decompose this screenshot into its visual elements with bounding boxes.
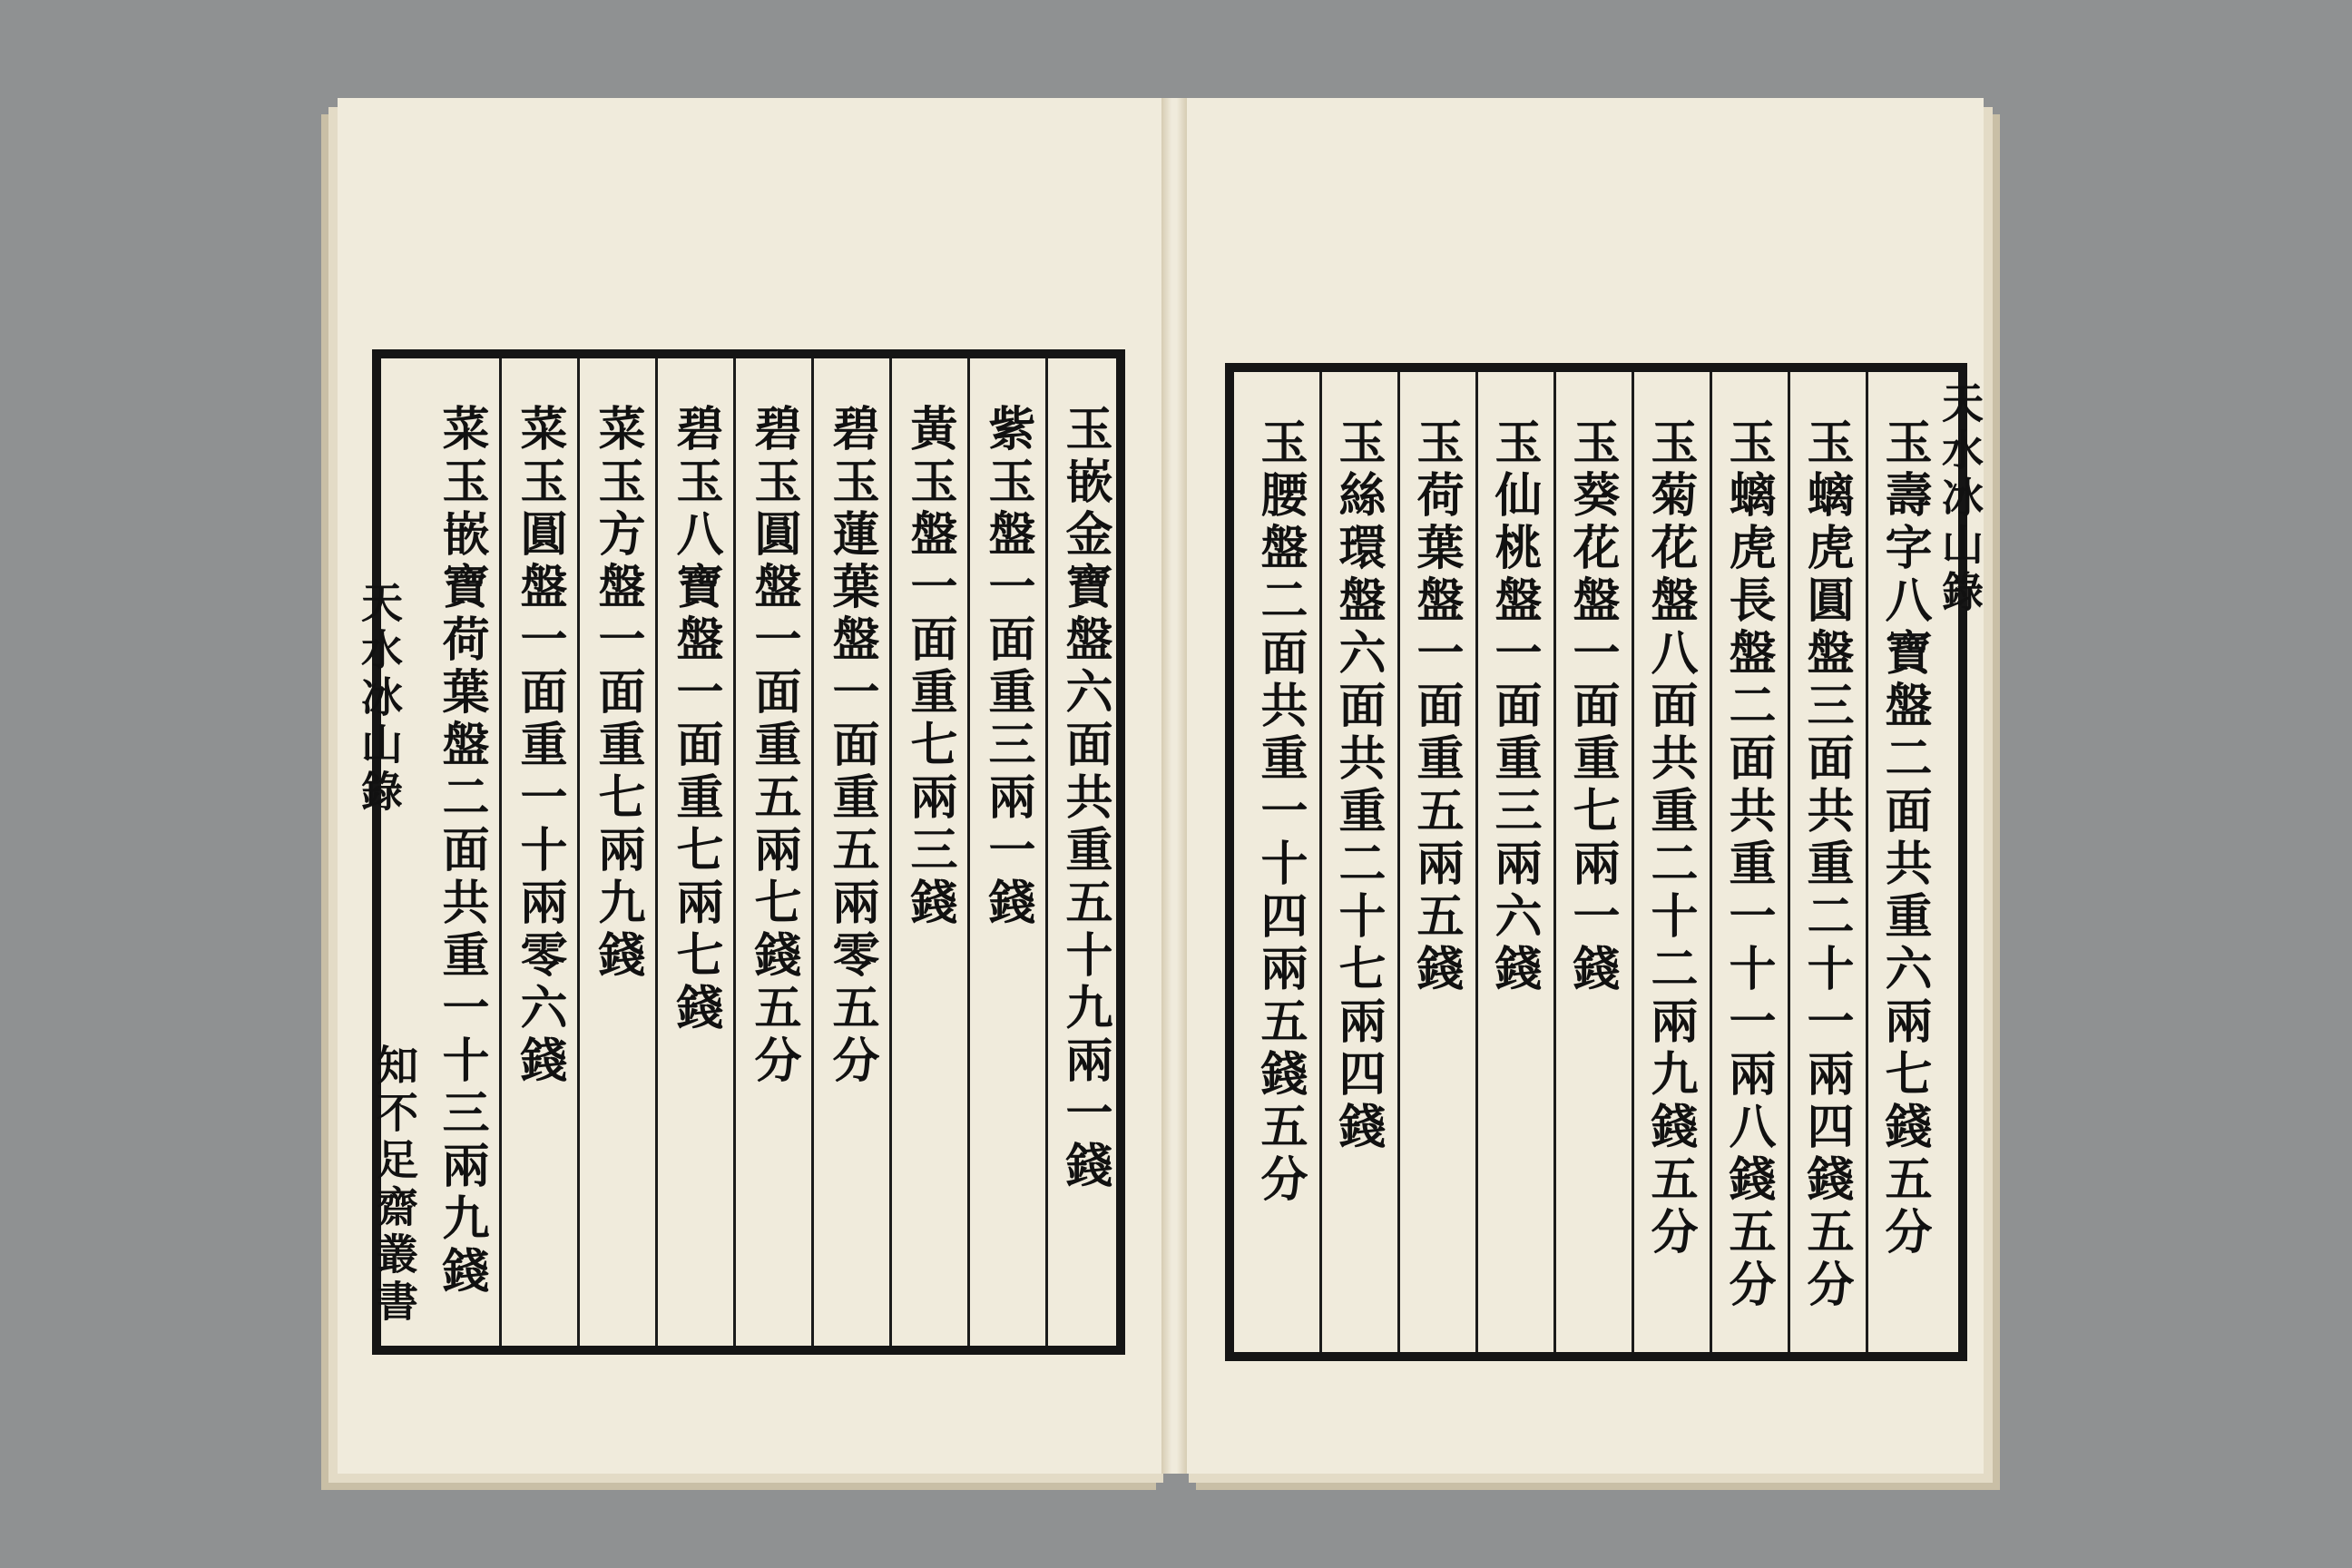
book-gutter: [1161, 98, 1187, 1474]
column-rule: [1319, 372, 1322, 1352]
column-rule: [1866, 372, 1868, 1352]
margin-title: 天水冰山錄: [355, 581, 404, 817]
entry-text: 玉仙桃盤一面重三兩六錢: [1486, 417, 1542, 996]
entry-text: 玉菊花盤八面共重二十二兩九錢五分: [1642, 417, 1698, 1259]
entry-text: 玉螭虎圓盤三面共重二十一兩四錢五分: [1798, 417, 1854, 1312]
column-rule: [1045, 358, 1048, 1346]
entry-text: 菜玉嵌寶荷葉盤二面共重一十三兩九錢: [434, 404, 489, 1298]
publisher-mark: 知不足齋叢書: [370, 1044, 419, 1327]
entry-text: 玉螭虎長盤二面共重一十一兩八錢五分: [1720, 417, 1776, 1312]
column-rule: [499, 358, 502, 1346]
entry-text: 玉荷葉盤一面重五兩五錢: [1408, 417, 1464, 996]
margin-title: 天水冰山錄: [1936, 381, 1984, 617]
entry-text: 碧玉圓盤一面重五兩七錢五分: [746, 404, 801, 1088]
column-rule: [811, 358, 814, 1346]
column-rule: [733, 358, 736, 1346]
column-rule: [1553, 372, 1556, 1352]
entry-text: 玉葵花盤一面重七兩一錢: [1564, 417, 1620, 996]
left-text-frame: [372, 349, 1125, 1355]
column-rule: [1632, 372, 1634, 1352]
column-rule: [967, 358, 970, 1346]
entry-text: 黃玉盤一面重七兩三錢: [902, 404, 957, 930]
column-rule: [1397, 372, 1400, 1352]
entry-text: 碧玉蓮葉盤一面重五兩零五分: [824, 404, 879, 1088]
column-rule: [655, 358, 658, 1346]
column-rule: [577, 358, 580, 1346]
entry-text: 玉壽字八寶盤二面共重六兩七錢五分: [1877, 417, 1932, 1259]
column-rule: [889, 358, 892, 1346]
right-text-frame: [1225, 363, 1967, 1361]
entry-text: 碧玉八寶盤一面重七兩七錢: [668, 404, 723, 1035]
entry-text: 玉絲環盤六面共重二十七兩四錢: [1330, 417, 1386, 1154]
entry-text: 紫玉盤一面重三兩一錢: [980, 404, 1035, 930]
entry-text: 菜玉圓盤一面重一十兩零六錢: [512, 404, 567, 1088]
entry-text: 玉嵌金寶盤六面共重五十九兩一錢: [1057, 404, 1112, 1193]
entry-text: 玉腰盤二面共重一十四兩五錢五分: [1252, 417, 1308, 1207]
column-rule: [1710, 372, 1712, 1352]
column-rule: [1475, 372, 1478, 1352]
column-rule: [1788, 372, 1790, 1352]
entry-text: 菜玉方盤一面重七兩九錢: [590, 404, 645, 983]
